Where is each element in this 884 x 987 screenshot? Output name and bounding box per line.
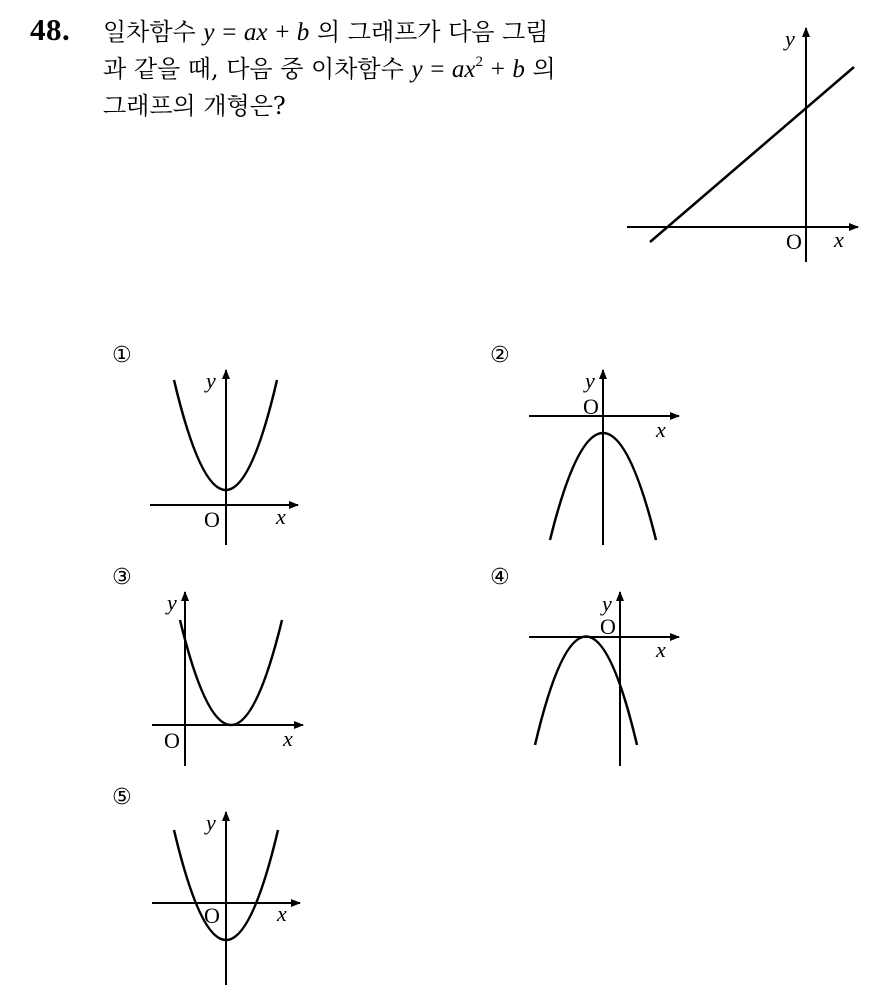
question-text-segment: 의	[524, 55, 556, 83]
origin-label: O	[786, 229, 802, 254]
x-axis-label: x	[276, 504, 286, 529]
y-axis-label: y	[167, 590, 177, 615]
choice-4-label[interactable]: ④	[490, 565, 510, 590]
question-number: 48.	[30, 12, 71, 47]
origin-label: O	[583, 394, 599, 419]
x-axis-label: x	[277, 901, 287, 926]
x-axis-label: x	[283, 726, 293, 751]
linear-function-expression: y = ax + b	[203, 19, 310, 46]
question-line-3: 그래프의 개형은?	[103, 92, 286, 120]
x-axis-label: x	[656, 637, 666, 662]
y-axis-label: y	[785, 26, 795, 51]
choice-3-label[interactable]: ③	[112, 565, 132, 590]
y-axis-label: y	[585, 368, 595, 393]
choice-2-label[interactable]: ②	[490, 343, 510, 368]
origin-label: O	[600, 614, 616, 639]
x-axis-label: x	[656, 417, 666, 442]
origin-label: O	[164, 728, 180, 753]
y-axis-label: y	[206, 368, 216, 393]
origin-label: O	[204, 903, 220, 928]
question-text-segment: 일차함수	[103, 18, 204, 46]
quadratic-function-expression: $y = ax^2 + b$	[411, 54, 525, 83]
question-text-segment: 의 그래프가 다음 그림	[309, 18, 549, 46]
y-axis-label: y	[602, 591, 612, 616]
choice-1-label[interactable]: ①	[112, 343, 132, 368]
choice-5-label[interactable]: ⑤	[112, 785, 132, 810]
origin-label: O	[204, 507, 220, 532]
x-axis-label: x	[834, 227, 844, 252]
question-text-segment: 과 같을 때, 다음 중 이차함수	[103, 55, 412, 83]
y-axis-label: y	[206, 810, 216, 835]
